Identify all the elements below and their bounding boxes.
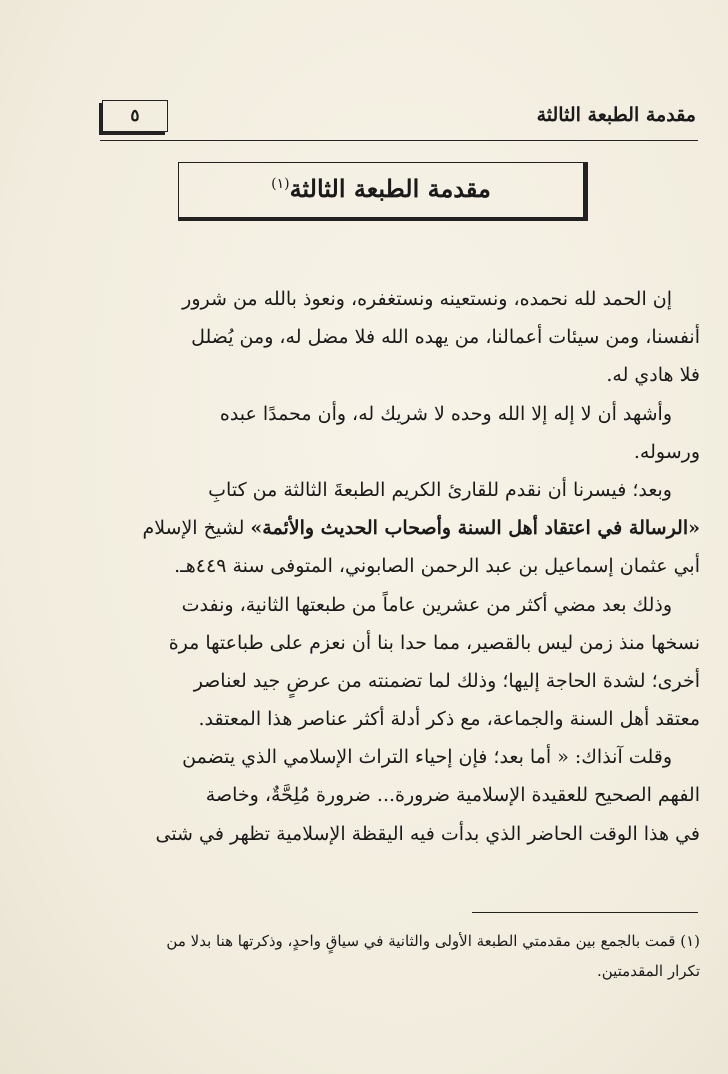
body-text: [98, 280, 700, 853]
body-line: وقلت آنذاك: « أما بعد؛ فإن إحياء التراث الإسلامي الذي يتضمن: [182, 746, 672, 769]
footnote-reference: (١): [271, 176, 290, 192]
book-title-suffix: لشيخ الإسلام: [142, 517, 245, 540]
body-line: إن الحمد لله نحمده، ونستعينه ونستغفره، ونعوذ بالله من شرور: [182, 288, 672, 310]
footnotes: [100, 926, 700, 986]
chapter-title-text: مقدمة الطبعة الثالثة: [289, 174, 491, 203]
body-line: ورسوله.: [633, 440, 700, 463]
body-line: نسخها منذ زمن ليس بالقصير، مما حدا بنا أن نعزم على طباعتها مرة: [168, 631, 700, 654]
chapter-title-box: [178, 162, 588, 221]
running-header: [100, 96, 698, 141]
running-title: مقدمة الطبعة الثالثة: [536, 104, 696, 126]
body-line: وأشهد أن لا إله إلا الله وحده لا شريك له، وأن محمدًا عبده: [219, 402, 672, 425]
body-line: أنفسنا، ومن سيئات أعمالنا، من يهده الله فلا مضل له، ومن يُضلل: [191, 326, 700, 349]
body-line-book-title: [98, 509, 700, 547]
body-line: وبعد؛ فيسرنا أن نقدم للقارئ الكريم الطبعةَ الثالثة من كتابِ: [208, 478, 672, 501]
footnote-divider: [472, 912, 698, 913]
body-line: الفهم الصحيح للعقيدة الإسلامية ضرورة... ضرورة مُلِحَّةٌ، وخاصة: [205, 784, 700, 807]
body-line: وذلك بعد مضي أكثر من عشرين عاماً من طبعتها الثانية، ونفدت: [181, 593, 672, 616]
body-line: أخرى؛ لشدة الحاجة إليها؛ وذلك لما تضمنته من عرضٍ جيد لعناصر: [193, 669, 700, 692]
page-number: ٥: [102, 100, 168, 132]
body-line: في هذا الوقت الحاضر الذي بدأت فيه اليقظة الإسلامية تظهر في شتى: [155, 822, 700, 845]
body-line: معتقد أهل السنة والجماعة، مع ذكر أدلة أكثر عناصر هذا المعتقد.: [198, 708, 700, 731]
footnote-line: (١) قمت بالجمع بين مقدمتي الطبعة الأولى والثانية في سياقٍ واحدٍ، وذكرتها هنا بدلا من: [166, 932, 700, 950]
body-line: فلا هادي له.: [606, 364, 700, 387]
book-title: «الرسالة في اعتقاد أهل السنة وأصحاب الحديث والأئمة»: [250, 517, 700, 540]
chapter-title: [271, 174, 491, 203]
body-line: أبي عثمان إسماعيل بن عبد الرحمن الصابوني، المتوفى سنة ٤٤٩هـ.: [174, 555, 700, 578]
footnote-line: تكرار المقدمتين.: [596, 962, 700, 980]
